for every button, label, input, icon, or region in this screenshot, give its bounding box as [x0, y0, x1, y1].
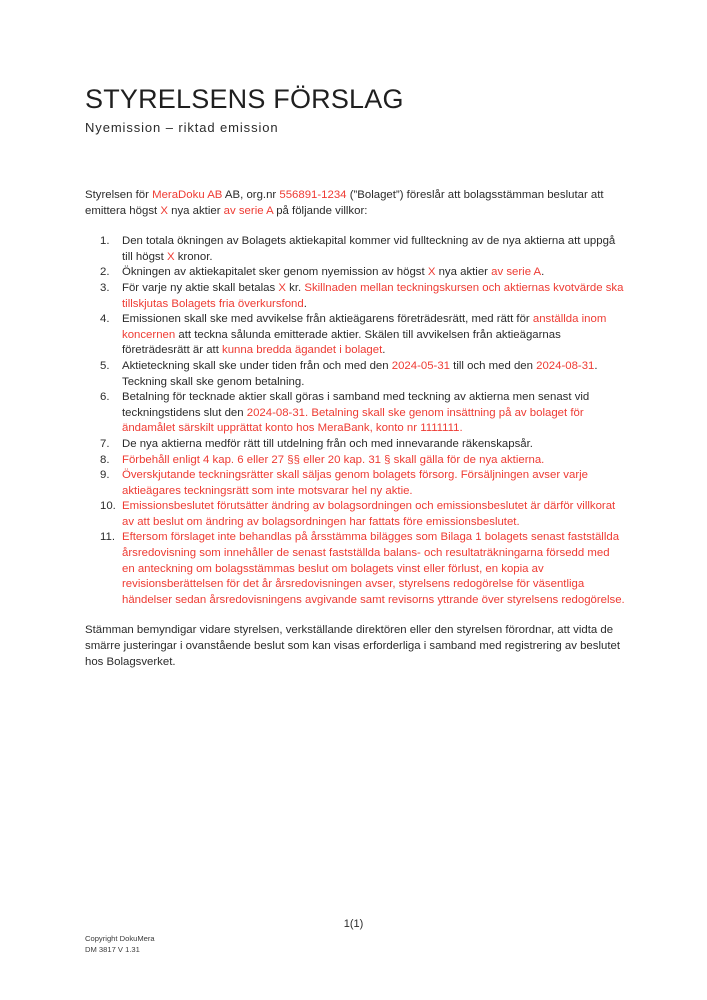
static-text: AB, org.nr	[222, 189, 280, 201]
variable-text: Skillnaden mellan teckningskursen och aktiernas kvotvärde ska tillskjutas Bolagets fria överkursfond	[122, 281, 624, 310]
list-item-text	[122, 313, 606, 356]
list-item-text	[122, 500, 615, 528]
static-text: till och med den	[450, 359, 537, 372]
list-item-number: 3.	[100, 281, 110, 294]
variable-text: 556891-1234	[279, 189, 347, 201]
list-item-text	[122, 266, 544, 278]
list-item-number: 11.	[100, 531, 115, 544]
footer-copyright-block	[85, 934, 155, 955]
static-text: .	[541, 266, 545, 279]
list-item	[85, 453, 625, 469]
variable-text: X	[427, 266, 436, 279]
list-item	[85, 265, 625, 281]
list-item	[85, 234, 625, 265]
list-item-number: 10.	[100, 500, 116, 513]
variable-text: Eftersom förslaget inte behandlas på årsstämma bilägges som Bilaga 1 bolagets senast fastställda årsredovisning som innehåller de senast fastställda balans- och resultaträkningarna försedd med en anteckning om bolagsstämmas beslut om bolagets vinst eller förlust, en kopia av revisionsberättelsen för det år årsredovisningen avser, styrelsens redogörelse för väsentliga händelser sedan årsredovisningens avgivande samt revisorns yttrande över styrelsens redogörelse.	[122, 531, 625, 606]
variable-text: MeraDoku AB	[152, 189, 223, 201]
copyright-line: Copyright DokuMera	[85, 934, 155, 943]
static-text: (”Bolaget”) föreslår att bolagsstämman beslutar att emittera högst	[85, 189, 604, 217]
static-text: Styrelsen för	[85, 189, 153, 201]
static-text: För varje ny aktie skall betalas	[122, 281, 279, 294]
list-item	[85, 530, 625, 608]
list-item-number: 7.	[100, 437, 110, 450]
document-id-line: DM 3817 V 1.31	[85, 944, 140, 954]
list-item-text	[122, 469, 588, 497]
list-item-text	[122, 391, 589, 434]
static-text: De nya aktierna medför rätt till utdelning från och med innevarande räkenskapsår.	[122, 437, 533, 450]
variable-text: av serie A	[223, 204, 274, 217]
static-text: . Teckning skall ske genom betalning.	[122, 359, 598, 388]
list-item-text	[122, 360, 598, 388]
variable-text: Emissionsbeslutet förutsätter ändring av bolagsordningen och emissionsbeslutet är därför villkorat av att beslut om ändring av bolagsordningen har fattats före emissionsbeslutet.	[122, 500, 616, 528]
static-text: kronor.	[174, 250, 213, 263]
static-text: .	[303, 297, 307, 310]
variable-text: kunna bredda ägandet i bolaget	[222, 344, 383, 357]
list-item-number: 2.	[100, 266, 110, 279]
static-text: Betalning för tecknade aktier skall göras i samband med teckning av aktierna men senast vid teckningstidens slut den	[122, 391, 590, 419]
list-item	[85, 359, 625, 390]
static-text: Aktieteckning skall ske under tiden från och med den	[122, 359, 392, 372]
static-text: nya aktier	[167, 204, 224, 217]
variable-text: X	[166, 250, 175, 263]
static-text: kr.	[285, 281, 305, 294]
static-text: .	[382, 344, 386, 357]
intro-paragraph	[85, 188, 625, 219]
list-item	[85, 499, 625, 530]
list-item	[85, 390, 625, 437]
static-text: Ökningen av aktiekapitalet sker genom nyemission av högst	[122, 266, 428, 279]
variable-text: Överskjutande teckningsrätter skall säljas genom bolagets försorg. Försäljningen avser varje aktieägares teckningsrätt som inte motsvarar hel ny aktie.	[122, 469, 588, 497]
list-item	[85, 437, 625, 453]
document-content	[85, 0, 625, 670]
list-item-text	[122, 282, 623, 310]
list-item-text	[122, 454, 544, 466]
list-item	[85, 281, 625, 312]
list-item-number: 4.	[100, 313, 110, 326]
static-text: på följande villkor:	[273, 204, 368, 217]
static-text: Emissionen skall ske med avvikelse från aktieägarens företrädesrätt, med rätt för	[122, 313, 533, 326]
static-text: att teckna sålunda emitterade aktier. Skälen till avvikelsen från aktieägarnas företrädesrätt är att	[122, 328, 561, 357]
variable-text: 2024-08-31	[536, 359, 595, 372]
list-item-number: 6.	[100, 391, 110, 404]
variable-text: av serie A	[491, 266, 542, 279]
list-item-number: 8.	[100, 453, 110, 466]
list-item-number: 9.	[100, 469, 110, 482]
static-text: nya aktier	[435, 266, 492, 279]
document-title: STYRELSENS FÖRSLAG	[85, 84, 404, 114]
terms-list	[85, 234, 625, 608]
list-item-text	[122, 235, 615, 263]
list-item-number: 5.	[100, 359, 110, 372]
list-item-text	[122, 531, 625, 605]
variable-text: X	[160, 204, 168, 217]
closing-paragraph: Stämman bemyndigar vidare styrelsen, verkställande direktören eller den styrelsen förordnar, att vidta de smärre justeringar i ovanstående beslut som kan visas erforderliga i samband med registrering av beslutet hos Bolagsverket.	[85, 624, 620, 668]
list-item	[85, 468, 625, 499]
document-subtitle: Nyemission – riktad emission	[85, 120, 279, 135]
variable-text: 2024-08-31. Betalning skall ske genom insättning på av bolaget för ändamålet särskilt upprättat konto hos MeraBank, konto nr 1111111.	[122, 406, 584, 435]
variable-text: Förbehåll enligt 4 kap. 6 eller 27 §§ eller 20 kap. 31 § skall gälla för de nya aktierna.	[122, 453, 545, 466]
list-item-number: 1.	[100, 235, 110, 248]
variable-text: anställda inom koncernen	[122, 313, 607, 341]
variable-text: X	[278, 281, 286, 294]
variable-text: 2024-05-31	[391, 359, 451, 372]
static-text: Den totala ökningen av Bolagets aktiekapital kommer vid fullteckning av de nya aktierna att uppgå till högst	[122, 235, 616, 263]
list-item	[85, 312, 625, 359]
page-number: 1(1)	[343, 918, 364, 930]
list-item-text	[122, 438, 533, 450]
